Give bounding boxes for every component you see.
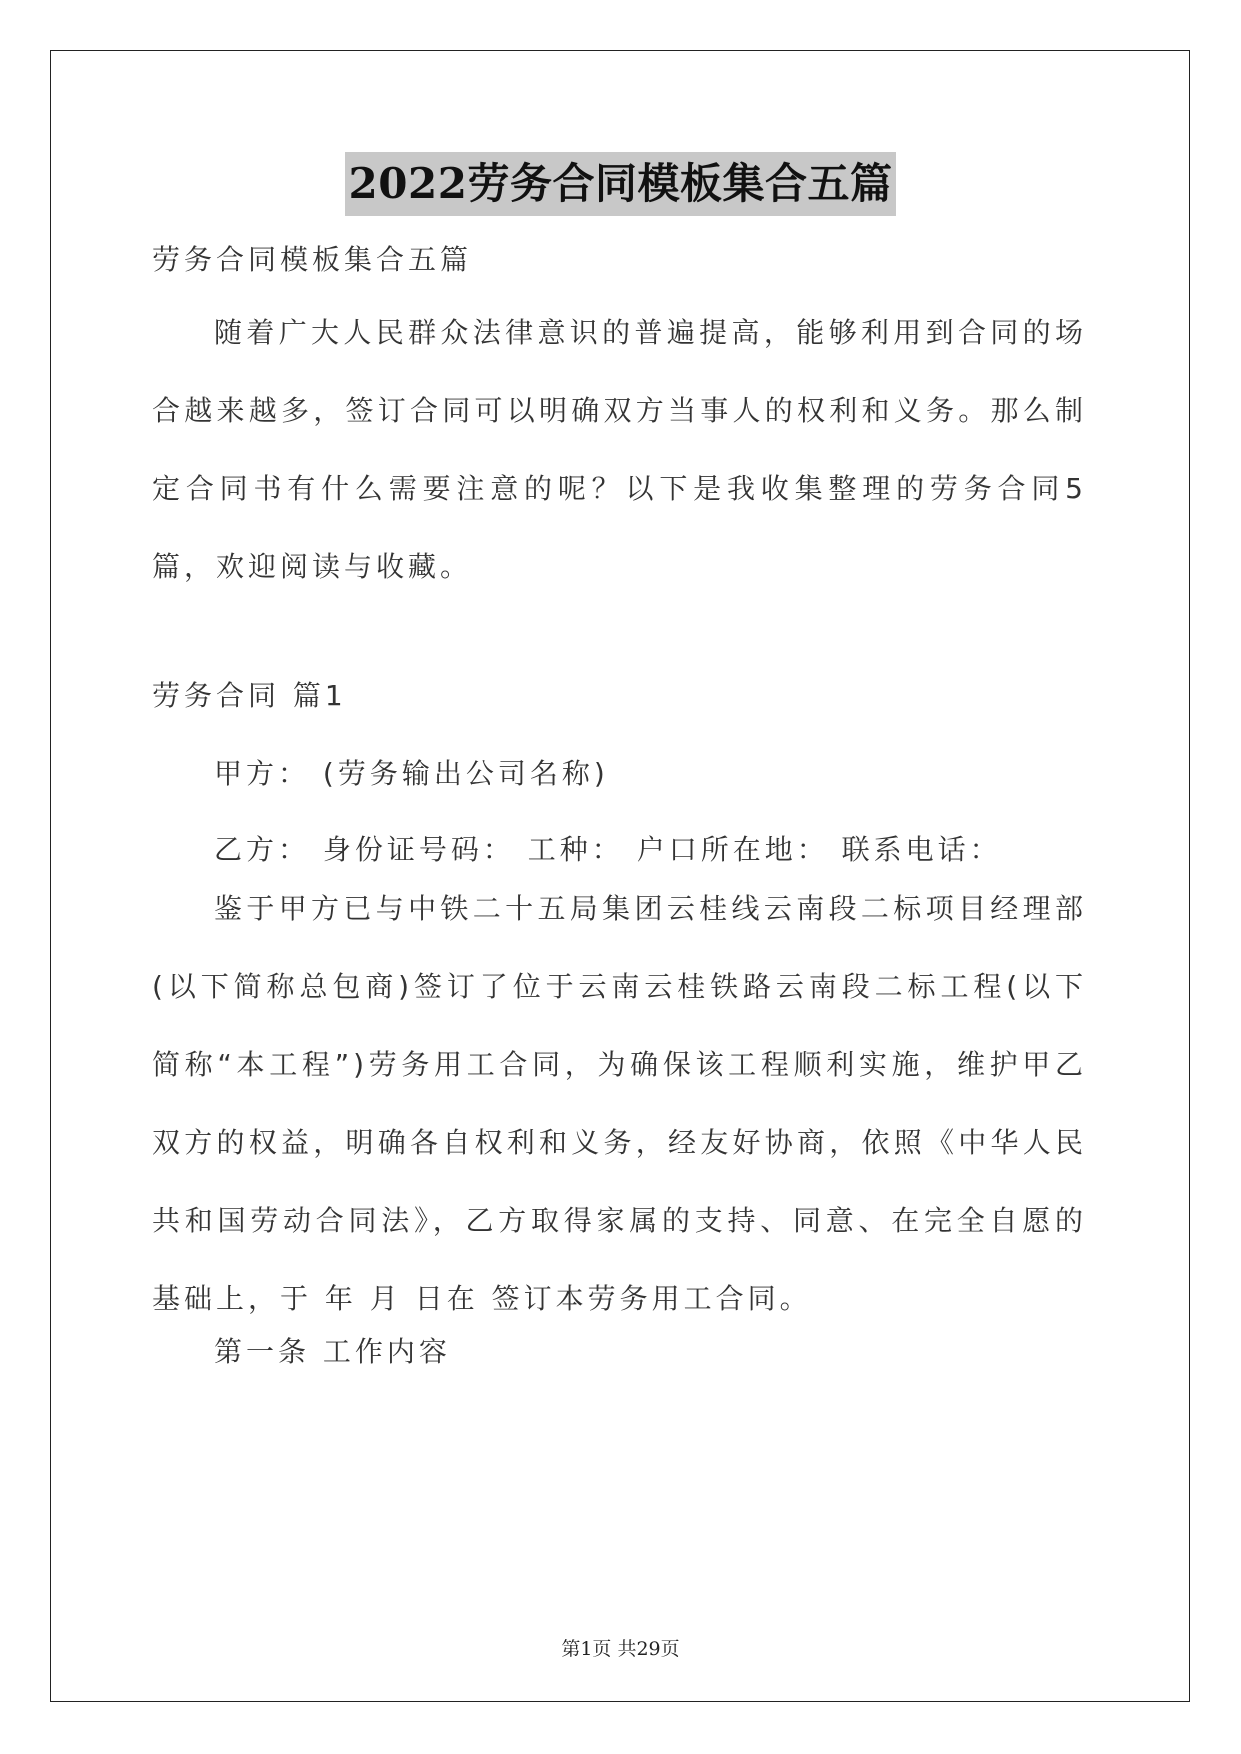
party-b-line: 乙方： 身份证号码： 工种： 户口所在地： 联系电话：	[214, 833, 1002, 866]
article-1-heading: 第一条 工作内容	[214, 1335, 451, 1368]
document-title	[0, 152, 1241, 216]
document-subtitle: 劳务合同模板集合五篇	[152, 243, 473, 276]
document-title-text: 2022劳务合同模板集合五篇	[345, 152, 897, 216]
intro-paragraph: 随着广大人民群众法律意识的普遍提高，能够利用到合同的场合越来越多，签订合同可以明确双方当事人的权利和义务。那么制定合同书有什么需要注意的呢？以下是我收集整理的劳务合同5篇，欢迎阅读与收藏。	[152, 316, 1087, 583]
preamble-paragraph: 鉴于甲方已与中铁二十五局集团云桂线云南段二标项目经理部(以下简称总包商)签订了位于云南云桂铁路云南段二标工程(以下简称“本工程”)劳务用工合同，为确保该工程顺利实施，维护甲乙双方的权益，明确各自权利和义务，经友好协商，依照《中华人民共和国劳动合同法》，乙方取得家属的支持、同意、在完全自愿的基础上，于 年 月 日在 签订本劳务用工合同。	[152, 892, 1087, 1315]
section-heading: 劳务合同 篇1	[152, 679, 347, 712]
party-a-line: 甲方： (劳务输出公司名称)	[214, 757, 609, 790]
page-number-footer: 第1页 共29页	[561, 1638, 680, 1660]
